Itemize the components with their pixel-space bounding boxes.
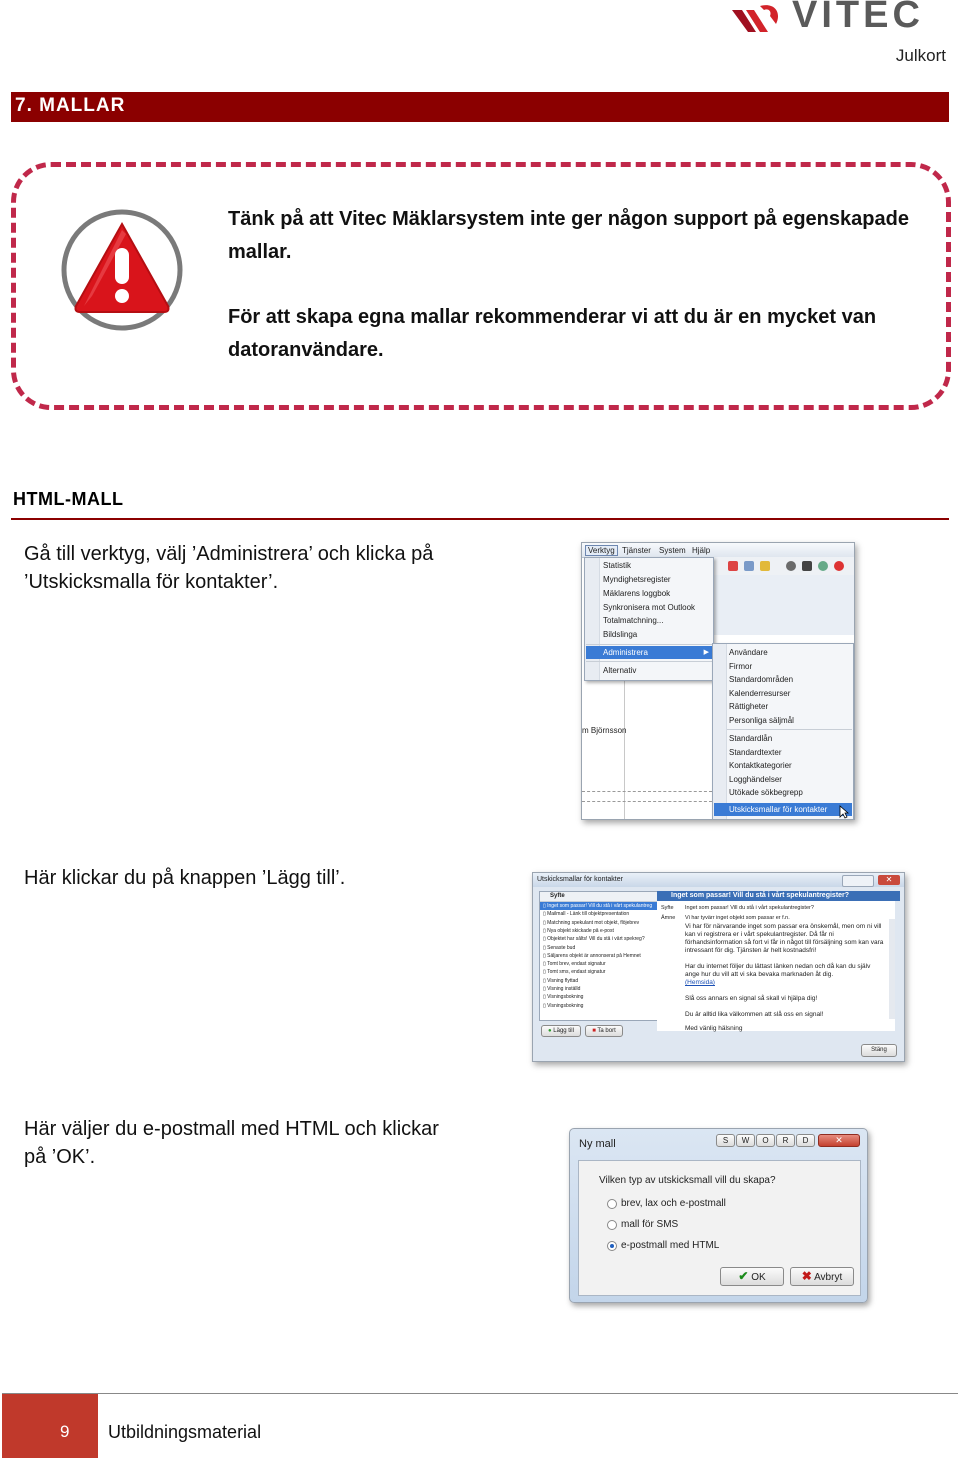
plus-icon: ● xyxy=(548,1028,552,1034)
detail-panel xyxy=(657,901,895,1031)
screenshot-utskicksmallar xyxy=(532,872,905,1062)
list-item-label: Säljarens objekt är annonserat på Hemnet xyxy=(547,952,641,959)
page-number: 9 xyxy=(60,1422,70,1441)
close-button-label: Stäng xyxy=(871,1047,887,1053)
document-icon: ▯ xyxy=(543,977,548,984)
list-item[interactable] xyxy=(543,986,655,992)
option-label: brev, lax och e-postmall xyxy=(621,1198,726,1209)
submenu-item[interactable]: Standardtexter xyxy=(729,748,782,757)
title-button-s[interactable]: S xyxy=(716,1134,735,1147)
submenu-item[interactable]: Kalenderresurser xyxy=(729,689,791,698)
body-paragraph-1: Vi har för närvarande inget som passar era önskemål, men om ni vill kan vi registrera er i vårt spekulantregister. Då får ni förhandsinformation så fort vi får in något till försäljning som kan vara intressant för dig. Tjänsten är helt kostnadsfri! xyxy=(685,923,884,954)
title-button-o[interactable]: O xyxy=(756,1134,775,1147)
document-icon: ▯ xyxy=(543,961,548,968)
option-label: mall för SMS xyxy=(621,1219,679,1230)
checkmark-icon: ✔ xyxy=(738,1269,749,1283)
menubar xyxy=(582,543,854,558)
list-header xyxy=(540,892,658,902)
cancel-button-label: Avbryt xyxy=(814,1272,843,1283)
list-item-label: Matchning spekulant mot objekt, flöjebrev xyxy=(547,919,640,926)
submenu-item[interactable]: Användare xyxy=(729,648,768,657)
list-item[interactable] xyxy=(543,911,655,917)
menu-item-alternativ[interactable]: Alternativ xyxy=(603,666,637,675)
panel-bg xyxy=(712,575,854,635)
list-item-label: Mailmall - Länk till objektpresentation xyxy=(547,911,630,918)
cancel-button[interactable] xyxy=(790,1267,854,1286)
submenu-item-utskicksmallar-highlight[interactable] xyxy=(714,803,852,816)
list-item[interactable] xyxy=(543,928,655,934)
list-item[interactable] xyxy=(543,1003,655,1009)
menu-item-administrera-highlight[interactable] xyxy=(586,646,712,659)
warning-line-1: Tänk på att Vitec Mäklarsystem inte ger någon support på egenskapade xyxy=(228,208,909,230)
warning-line-4: datoranvändare. xyxy=(228,339,384,361)
body-paragraph-2: Har du internet följer du lättast länken nedan och då kan du själv ange hur du vill att vi ska bevaka marknaden åt dig. xyxy=(685,963,871,978)
side-text: m Björnsson xyxy=(582,726,627,735)
logo-text: VITEC xyxy=(792,0,924,36)
toolbar-icon[interactable] xyxy=(802,561,812,571)
toolbar-icon[interactable] xyxy=(786,561,796,571)
submenu-item[interactable]: Personliga säljmål xyxy=(729,716,794,725)
body-paragraph-5: Med vänlig hälsning xyxy=(685,1025,743,1032)
grid-line xyxy=(582,801,712,803)
mouse-cursor-icon xyxy=(839,805,849,819)
option-label: e-postmall med HTML xyxy=(621,1240,720,1251)
menu-separator xyxy=(586,661,712,662)
step3-line-1: Här väljer du e-postmall med HTML och klickar xyxy=(24,1118,439,1140)
submenu-item[interactable]: Rättigheter xyxy=(729,702,769,711)
toolbar-icon[interactable] xyxy=(728,561,738,571)
document-icon: ▯ xyxy=(543,919,548,926)
list-item[interactable] xyxy=(543,945,655,951)
window-titlebar xyxy=(533,873,904,887)
toolbar xyxy=(712,557,854,576)
radio-button[interactable] xyxy=(607,1220,617,1230)
document-icon: ▯ xyxy=(543,927,548,934)
remove-button[interactable] xyxy=(585,1025,623,1037)
menu-hjalp[interactable]: Hjälp xyxy=(692,546,711,555)
menu-item-administrera[interactable]: Administrera xyxy=(603,648,648,657)
ok-button-label: OK xyxy=(751,1272,766,1283)
list-item[interactable] xyxy=(543,953,655,959)
document-icon: ▯ xyxy=(543,911,548,918)
body-paragraph-3: Slå oss annars en signal så skall vi hjälpa dig! xyxy=(685,995,818,1002)
vitec-logo xyxy=(730,0,952,36)
list-item[interactable] xyxy=(543,961,655,967)
document-icon: ▯ xyxy=(543,986,548,992)
dialog-title: Ny mall xyxy=(579,1138,616,1150)
submenu-item[interactable]: Logghändelser xyxy=(729,775,782,784)
close-icon[interactable]: ✕ xyxy=(878,875,900,885)
list-item-label: Visning inställd xyxy=(547,986,581,992)
menu-item-bildslinga[interactable]: Bildslinga xyxy=(603,630,638,639)
submenu-item[interactable]: Utökade sökbegrepp xyxy=(729,788,803,797)
document-icon: ▯ xyxy=(543,952,548,959)
grid-line xyxy=(582,791,712,793)
section-title: 7. MALLAR xyxy=(15,95,126,116)
amne-label: Ämne xyxy=(661,915,676,921)
menu-item-myndighetsregister[interactable]: Myndighetsregister xyxy=(603,575,671,584)
dialog-question: Vilken typ av utskicksmall vill du skapa? xyxy=(599,1175,776,1186)
submenu-item[interactable]: Kontaktkategorier xyxy=(729,761,792,770)
window-controls[interactable] xyxy=(842,875,874,887)
remove-button-label: Ta bort xyxy=(597,1028,616,1034)
menu-item-maklarens-loggbok[interactable]: Mäklarens loggbok xyxy=(603,589,671,598)
list-item[interactable] xyxy=(543,969,655,975)
list-item-label: Inget som passar! Vill du stå i vårt spekulantreg xyxy=(547,903,653,909)
submenu-item[interactable]: Standardlån xyxy=(729,734,773,743)
syfte-value: Inget som passar! Vill du stå i vårt spekulantregister? xyxy=(685,905,814,911)
submenu-item-utskicksmallar[interactable]: Utskicksmallar för kontakter xyxy=(729,805,828,814)
footer-page-block xyxy=(2,1394,98,1458)
list-item[interactable] xyxy=(543,978,655,984)
title-button-w[interactable]: W xyxy=(736,1134,755,1147)
list-item-label: Visningsbokning xyxy=(547,1002,584,1009)
list-item[interactable] xyxy=(543,936,655,942)
footer-label: Utbildningsmaterial xyxy=(108,1422,262,1442)
title-button-r[interactable]: R xyxy=(776,1134,795,1147)
chevron-right-icon: ▶ xyxy=(703,649,709,656)
title-button-d[interactable]: D xyxy=(796,1134,815,1147)
toolbar-icon[interactable] xyxy=(744,561,754,571)
document-icon: ▯ xyxy=(543,944,548,951)
menu-item-totalmatchning[interactable]: Totalmatchning... xyxy=(603,616,664,625)
amne-value: Vi har tyvärr inget objekt som passar er f.n. xyxy=(685,915,790,921)
list-item-label: Tomt brev, endast signatur xyxy=(547,961,606,968)
menu-system[interactable]: System xyxy=(659,546,686,555)
step3-line-2: på ’OK’. xyxy=(24,1146,96,1168)
list-item-label: Objektet har sålts! Vill du stå i vårt spekreg? xyxy=(547,936,645,943)
menu-tjanster[interactable]: Tjänster xyxy=(622,546,651,555)
radio-dot xyxy=(610,1244,614,1248)
radio-button[interactable] xyxy=(607,1199,617,1209)
add-button-label: Lägg till xyxy=(553,1028,574,1034)
document-icon: ▯ xyxy=(543,936,548,943)
toolbar-icon[interactable] xyxy=(760,561,770,571)
footer-rule xyxy=(2,1393,958,1394)
list-item-label: Nya objekt skickade på e-post xyxy=(547,927,614,934)
menu-item-synkronisera[interactable]: Synkronisera mot Outlook xyxy=(603,603,696,612)
doc-label: Julkort xyxy=(895,46,946,65)
add-button[interactable] xyxy=(541,1025,581,1037)
subsection-rule xyxy=(11,518,949,520)
warning-icon xyxy=(60,208,184,332)
document-icon: ▯ xyxy=(543,1002,548,1009)
list-item-label: Visning flyttad xyxy=(547,977,579,984)
step2-line-1: Här klickar du på knappen ’Lägg till’. xyxy=(24,867,346,889)
close-button[interactable] xyxy=(861,1044,897,1057)
column-header: Syfte xyxy=(550,893,565,899)
toolbar-icon[interactable] xyxy=(834,561,844,571)
close-icon[interactable]: ✕ xyxy=(818,1134,860,1147)
administrera-submenu xyxy=(712,643,854,820)
list-item-label: Tomt sms, endast signatur xyxy=(547,969,606,976)
submenu-item[interactable]: Firmor xyxy=(729,662,753,671)
document-icon: ▯ xyxy=(543,969,548,976)
screenshot-ny-mall-dialog xyxy=(569,1128,868,1303)
list-item[interactable] xyxy=(543,903,655,909)
body-paragraph-4: Du är alltid lika välkommen att slå oss en signal! xyxy=(685,1011,824,1018)
radio-button-selected[interactable] xyxy=(607,1241,617,1251)
toolbar-icon[interactable] xyxy=(818,561,828,571)
delete-icon: ■ xyxy=(592,1028,596,1034)
document-icon: ▯ xyxy=(543,903,548,909)
menu-separator xyxy=(727,729,852,730)
syfte-label: Syfte xyxy=(661,905,674,911)
scrollbar[interactable] xyxy=(889,919,895,1019)
vitec-logo-mark-icon xyxy=(730,2,782,36)
list-item[interactable] xyxy=(543,920,655,926)
menu-item-statistik[interactable]: Statistik xyxy=(603,561,632,570)
dialog-body xyxy=(578,1160,861,1296)
list-item-label: Visningsbokning xyxy=(547,994,584,1001)
template-list xyxy=(539,891,659,1021)
section-bar xyxy=(11,92,949,122)
warning-line-2: mallar. xyxy=(228,241,292,263)
list-item[interactable] xyxy=(543,994,655,1000)
menu-separator xyxy=(586,644,712,645)
x-icon: ✖ xyxy=(801,1269,812,1283)
body-link[interactable]: (Hemsida) xyxy=(685,979,715,986)
window-title: Utskicksmallar för kontakter xyxy=(537,876,623,883)
tools-dropdown xyxy=(584,557,714,681)
submenu-item[interactable]: Standardområden xyxy=(729,675,794,684)
list-item-label: Senaste bud xyxy=(547,944,576,951)
warning-line-3: För att skapa egna mallar rekommenderar vi att du är en mycket van xyxy=(228,306,877,328)
ok-button[interactable] xyxy=(720,1267,784,1286)
document-icon: ▯ xyxy=(543,994,548,1001)
detail-title: Inget som passar! Vill du stå i vårt spekulantregister? xyxy=(671,892,850,899)
step1-line-2: ’Utskicksmalla för kontakter’. xyxy=(24,571,279,593)
subsection-title: HTML-MALL xyxy=(13,489,124,509)
step1-line-1: Gå till verktyg, välj ’Administrera’ och klicka på xyxy=(24,543,434,565)
submenu-gutter xyxy=(713,644,727,820)
screenshot-tools-menu xyxy=(581,542,855,820)
detail-header xyxy=(657,891,900,901)
menu-verktyg[interactable]: Verktyg xyxy=(585,545,618,556)
